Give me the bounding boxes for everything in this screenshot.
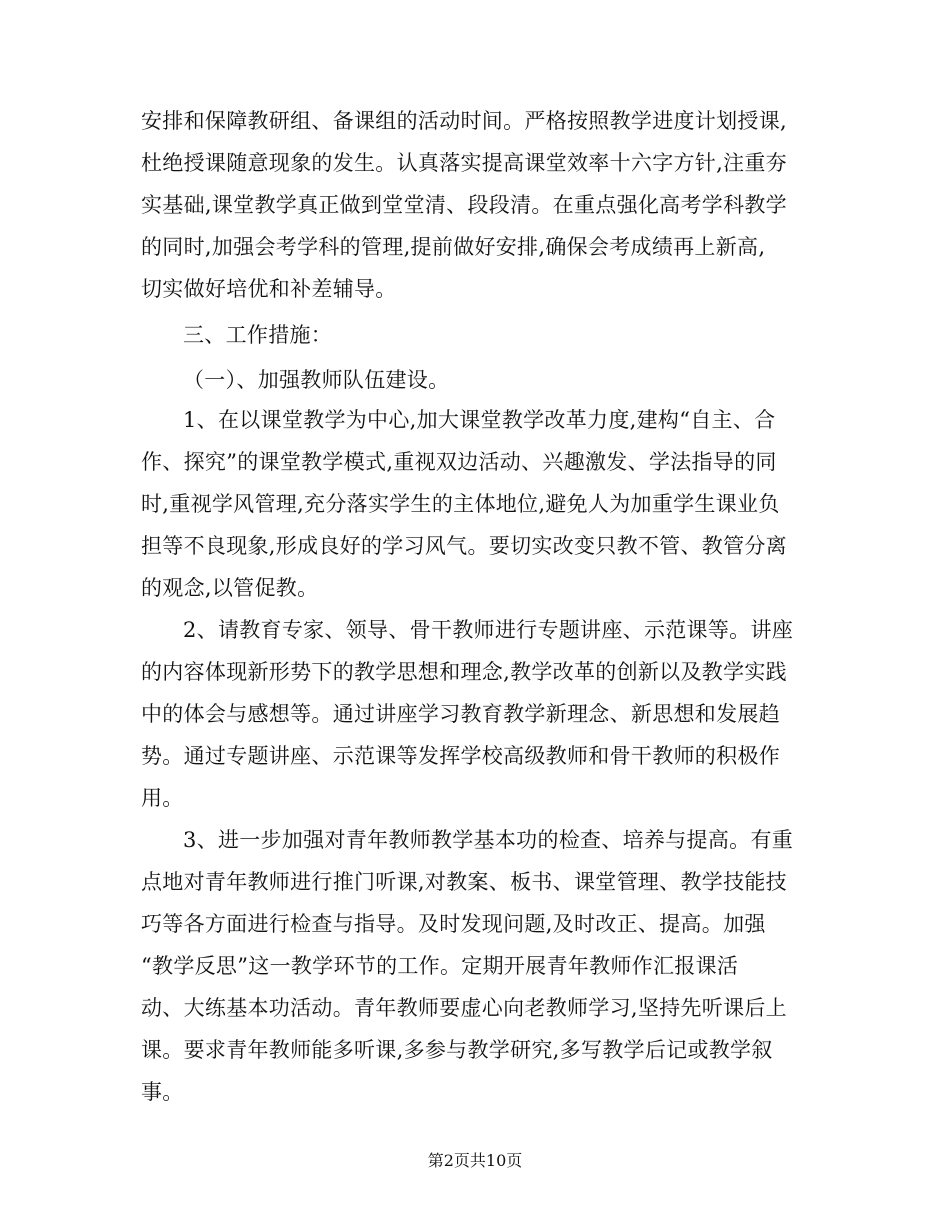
text-line: 的观念,以管促教。	[141, 576, 319, 600]
text-line: “教学反思”这一教学环节的工作。定期开展青年教师作汇报课活	[141, 954, 739, 978]
text-line: 点地对青年教师进行推门听课,对教案、板书、课堂管理、教学技能技	[141, 870, 787, 894]
text-line: 事。	[141, 1080, 184, 1104]
text-line: 中的体会与感想等。通过讲座学习教育教学新理念、新思想和发展趋	[141, 702, 780, 726]
page-number-footer: 第2页共10页	[427, 1151, 523, 1170]
subsection-heading: （一）、加强教师队伍建设。	[183, 368, 450, 392]
text-line: 杜绝授课随意现象的发生。认真落实提高课堂效率十六字方针,注重夯	[141, 151, 787, 175]
text-line: 势。通过专题讲座、示范课等发挥学校高级教师和骨干教师的积极作	[141, 744, 780, 768]
paragraph-3-start: 3、进一步加强对青年教师教学基本功的检查、培养与提高。有重	[183, 828, 794, 852]
text-line: 巧等各方面进行检查与指导。及时发现问题,及时改正、提高。加强	[141, 912, 766, 936]
text-line: 的内容体现新形势下的教学思想和理念,教学改革的创新以及教学实践	[141, 660, 787, 684]
text-line: 切实做好培优和补差辅导。	[141, 277, 397, 301]
paragraph-2-start: 2、请教育专家、领导、骨干教师进行专题讲座、示范课等。讲座	[183, 618, 794, 642]
text-line: 担等不良现象,形成良好的学习风气。要切实改变只教不管、教管分离	[141, 534, 787, 558]
paragraph-1-start: 1、在以课堂教学为中心,加大课堂教学改革力度,建构“自主、合	[183, 408, 776, 432]
text-line: 课。要求青年教师能多听课,多参与教学研究,多写教学后记或教学叙	[141, 1038, 773, 1062]
text-line: 时,重视学风管理,充分落实学生的主体地位,避免人为加重学生课业负	[141, 492, 780, 516]
text-line: 动、大练基本功活动。青年教师要虚心向老教师学习,坚持先听课后上	[141, 996, 787, 1020]
text-line: 安排和保障教研组、备课组的活动时间。严格按照教学进度计划授课,	[141, 109, 787, 133]
text-line: 的同时,加强会考学科的管理,提前做好安排,确保会考成绩再上新高,	[141, 235, 766, 259]
text-line: 作、探究”的课堂教学模式,重视双边活动、兴趣激发、学法指导的同	[141, 450, 777, 474]
section-heading: 三、工作措施：	[183, 323, 333, 347]
text-line: 用。	[141, 786, 184, 810]
text-line: 实基础,课堂教学真正做到堂堂清、段段清。在重点强化高考学科教学	[141, 193, 787, 217]
